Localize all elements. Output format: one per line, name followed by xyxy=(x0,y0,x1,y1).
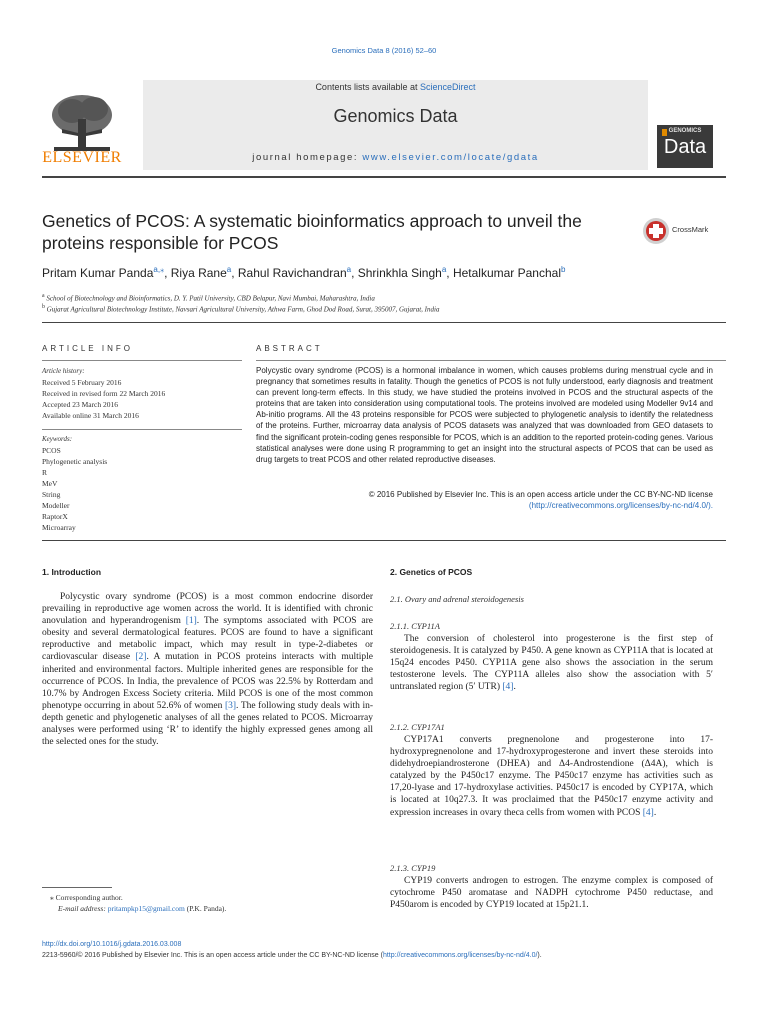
history-label: Article history: xyxy=(42,367,85,375)
citation-link[interactable]: [4] xyxy=(502,682,514,693)
author-affiliation-marker[interactable]: b xyxy=(561,265,566,274)
author-name: Hetalkumar Panchal xyxy=(452,266,561,280)
history-revised: Received in revised form 22 March 2016 xyxy=(42,389,166,398)
footer-license-link[interactable]: http://creativecommons.org/licenses/by-nc-nd/4.0/ xyxy=(382,952,538,959)
title-rule xyxy=(42,322,726,323)
author-separator: , xyxy=(231,266,238,280)
article-info-rule xyxy=(42,360,242,361)
license-text: © 2016 Published by Elsevier Inc. This is an open access article under the CC BY-NC-ND license xyxy=(368,490,713,499)
author-name: Shrinkhla Singh xyxy=(357,266,442,280)
subsection-2-1-1-title: 2.1.1. CYP11A xyxy=(390,621,440,631)
copyright-line: 2213-5960/© 2016 Published by Elsevier Inc. This is an open access article under the CC BY-NC-ND license (http://creativecommons.org/licenses/by-nc-nd/4.0/). xyxy=(42,952,542,959)
author-affiliation-marker[interactable]: a xyxy=(346,265,352,274)
journal-homepage-line xyxy=(143,152,648,163)
author-name: Riya Rane xyxy=(170,266,227,280)
citation-link[interactable]: [2] xyxy=(135,652,147,663)
paper-title: Genetics of PCOS: A systematic bioinformatics approach to unveil the proteins responsible for PCOS xyxy=(42,211,582,253)
email-link[interactable]: pritampkp15@gmail.com xyxy=(107,904,185,913)
header-rule xyxy=(42,176,726,178)
abstract-heading: ABSTRACT xyxy=(256,344,323,353)
author-separator: , xyxy=(164,266,171,280)
citation-link[interactable]: [1] xyxy=(185,616,197,627)
history-accepted: Accepted 23 March 2016 xyxy=(42,400,119,409)
contents-line xyxy=(143,82,648,92)
cyp11a-paragraph: The conversion of cholesterol into progesterone is the first step of steroidogenesis. It is catalyzed by P450. A gene known as CYP11A that is located at 15q24 encodes P450. CYP11A gene also shows the association in the serum testosterone levels. The CYP11A alleles also show the association with 5′ untranslated region (5′ UTR) [4]. xyxy=(390,634,713,693)
journal-reference[interactable]: Genomics Data 8 (2016) 52–60 xyxy=(331,46,437,55)
contents-prefix: Contents lists available at xyxy=(315,82,418,92)
affiliation-a: $^a$ School of Biotechnology and Bioinformatics, D. Y. Patil University, CBD Belapur, Navi Mumbai, Maharashtra, India xyxy=(42,293,375,303)
keyword-item: Modeller xyxy=(42,501,70,510)
email-footnote: E-mail address: pritampkp15@gmail.com (P.K. Panda). xyxy=(58,904,227,913)
section2-heading: 2. Genetics of PCOS xyxy=(390,567,473,577)
keywords-label: Keywords: xyxy=(42,435,73,443)
affiliation-b: $^b$ Gujarat Agricultural Biotechnology Institute, Navsari Agricultural University, Athwa Farm, Ghod Dod Road, Surat, 395007, Gujarat, India xyxy=(42,304,440,314)
citation-link[interactable]: [4] xyxy=(642,807,654,818)
cover-small-title: GENOMICS xyxy=(668,128,702,134)
keyword-item: String xyxy=(42,490,61,499)
keyword-item: R xyxy=(42,468,48,477)
author-separator: , xyxy=(446,266,453,280)
history-received: Received 5 February 2016 xyxy=(42,378,122,387)
sciencedirect-link[interactable]: ScienceDirect xyxy=(420,82,476,92)
corresponding-author-note: ⁎ Corresponding author. xyxy=(50,893,123,902)
keywords-rule xyxy=(42,429,242,430)
homepage-link[interactable]: www.elsevier.com/locate/gdata xyxy=(362,152,539,163)
author-affiliation-marker[interactable]: a xyxy=(441,265,447,274)
doi-link[interactable]: http://dx.doi.org/10.1016/j.gdata.2016.03.008 xyxy=(42,941,182,948)
author-list xyxy=(42,265,726,280)
author-separator: , xyxy=(351,266,358,280)
footnote-rule xyxy=(42,887,112,888)
abstract-text: Polycystic ovary syndrome (PCOS) is a hormonal imbalance in women, which causes problems during menstrual cycle and in pregnancy that sometimes results in fatality. Though the genetics of PCOS is not fully understood, early diagnosis and treatment can prevent long-term effects. In this study, we have studied the proteins involved in PCOS and the structural aspects of the proteins that are taken into consideration using computational tools. The proteins involved are modeled using Modeller 9v14 and Ab-initio programs. All the 43 proteins responsible for PCOS were subjected to phylogenetic analysis to identify the relatedness of the proteins. Further, microarray data analysis of PCOS datasets was analyzed that was downloaded from GEO datasets to find the significant protein-coding genes responsible for PCOS, which is an addition to the reported protein-coding genes. Various statistical analyses were done using R programming to get an insight into the structural aspects of PCOS that can be used as drug targets to treat PCOS and other related reproductive diseases. xyxy=(256,366,714,464)
article-info-heading: ARTICLE INFO xyxy=(42,344,133,353)
cyp17a1-paragraph: CYP17A1 converts pregnenolone and progesterone into 17-hydroxypregnenolone and 17-hydroxyprogesterone and invert these steroids into didehydroepiandrosterone (DHEA) and Δ4-Androstendione (Δ4A), which is catalyzed by the P450c17 enzyme. The P450c17 enzyme has activities such as 17,20-lyase and 17-hydroxylase activities. P450c17 is encoded by CYP17A, which is located at 10q27.3. It was proclaimed that the P450c17 enzyme activity and expression increases in ovary theca cells from women with PCOS [4]. xyxy=(390,735,713,818)
subsection-2-1-3-title: 2.1.3. CYP19 xyxy=(390,863,436,873)
cyp19-paragraph: CYP19 converts androgen to estrogen. The enzyme complex is composed of cytochrome P450 aromatase and NADPH cytochrome P450 reductase, and P450arom is encoded by CYP19 located at 15p21.1. xyxy=(390,876,713,911)
history-online: Available online 31 March 2016 xyxy=(42,411,139,420)
keyword-item: Phylogenetic analysis xyxy=(42,457,108,466)
keyword-item: MeV xyxy=(42,479,58,488)
journal-title: Genomics Data xyxy=(333,106,458,126)
abstract-license xyxy=(256,489,713,511)
abstract-bottom-rule xyxy=(42,540,726,541)
keyword-item: Microarray xyxy=(42,523,76,532)
author-name: Pritam Kumar Panda xyxy=(42,266,154,280)
crossmark-label[interactable]: CrossMark xyxy=(672,225,709,234)
citation-link[interactable]: [3] xyxy=(224,700,237,711)
homepage-prefix: journal homepage: xyxy=(252,152,359,163)
subsection-2-1-2-title: 2.1.2. CYP17A1 xyxy=(390,722,445,732)
intro-paragraph: Polycystic ovary syndrome (PCOS) is a most common endocrine disorder prevailing in reproductive age women across the world. It is identified with chronic anovulation and hyperandrogenism [1]. The symptoms associated with PCOS are obesity and several dermatological features. PCOS are found to have a significant reproductive and metabolic impact, which may result in type-2-diabetes or cardiovascular disease [2]. A mutation in PCOS proteins interacts with multiple inherited and environmental factors. Multiple inherited genes are responsible for the occurrence of PCOS. In India, the prevalence of PCOS was 22.5% by Rotterdam and 10.7% by Androgen Excess Society criteria. Mild PCOS is one of the most common phenotype occurring in about 52.6% of women [3]. The following study deals with in-depth genetic and phylogenetic analyses of all the genes related to PCOS. Microarray analyses were performed using ‘R’ to identify the highly expressed genes among all the selected ones for the study. xyxy=(42,592,374,748)
keyword-item: PCOS xyxy=(42,446,61,455)
license-link[interactable]: (http://creativecommons.org/licenses/by-nc-nd/4.0/). xyxy=(528,501,713,511)
subsection-2-1-title: 2.1. Ovary and adrenal steroidogenesis xyxy=(390,594,524,604)
elsevier-wordmark: ELSEVIER xyxy=(42,149,122,166)
author-affiliation-marker[interactable]: a,⁎ xyxy=(153,265,165,274)
author-affiliation-marker[interactable]: a xyxy=(226,265,232,274)
intro-heading: 1. Introduction xyxy=(42,567,102,577)
keyword-item: RaptorX xyxy=(42,512,68,521)
author-name: Rahul Ravichandran xyxy=(237,266,347,280)
cover-big-title: Data xyxy=(663,136,707,158)
abstract-rule xyxy=(256,360,726,361)
